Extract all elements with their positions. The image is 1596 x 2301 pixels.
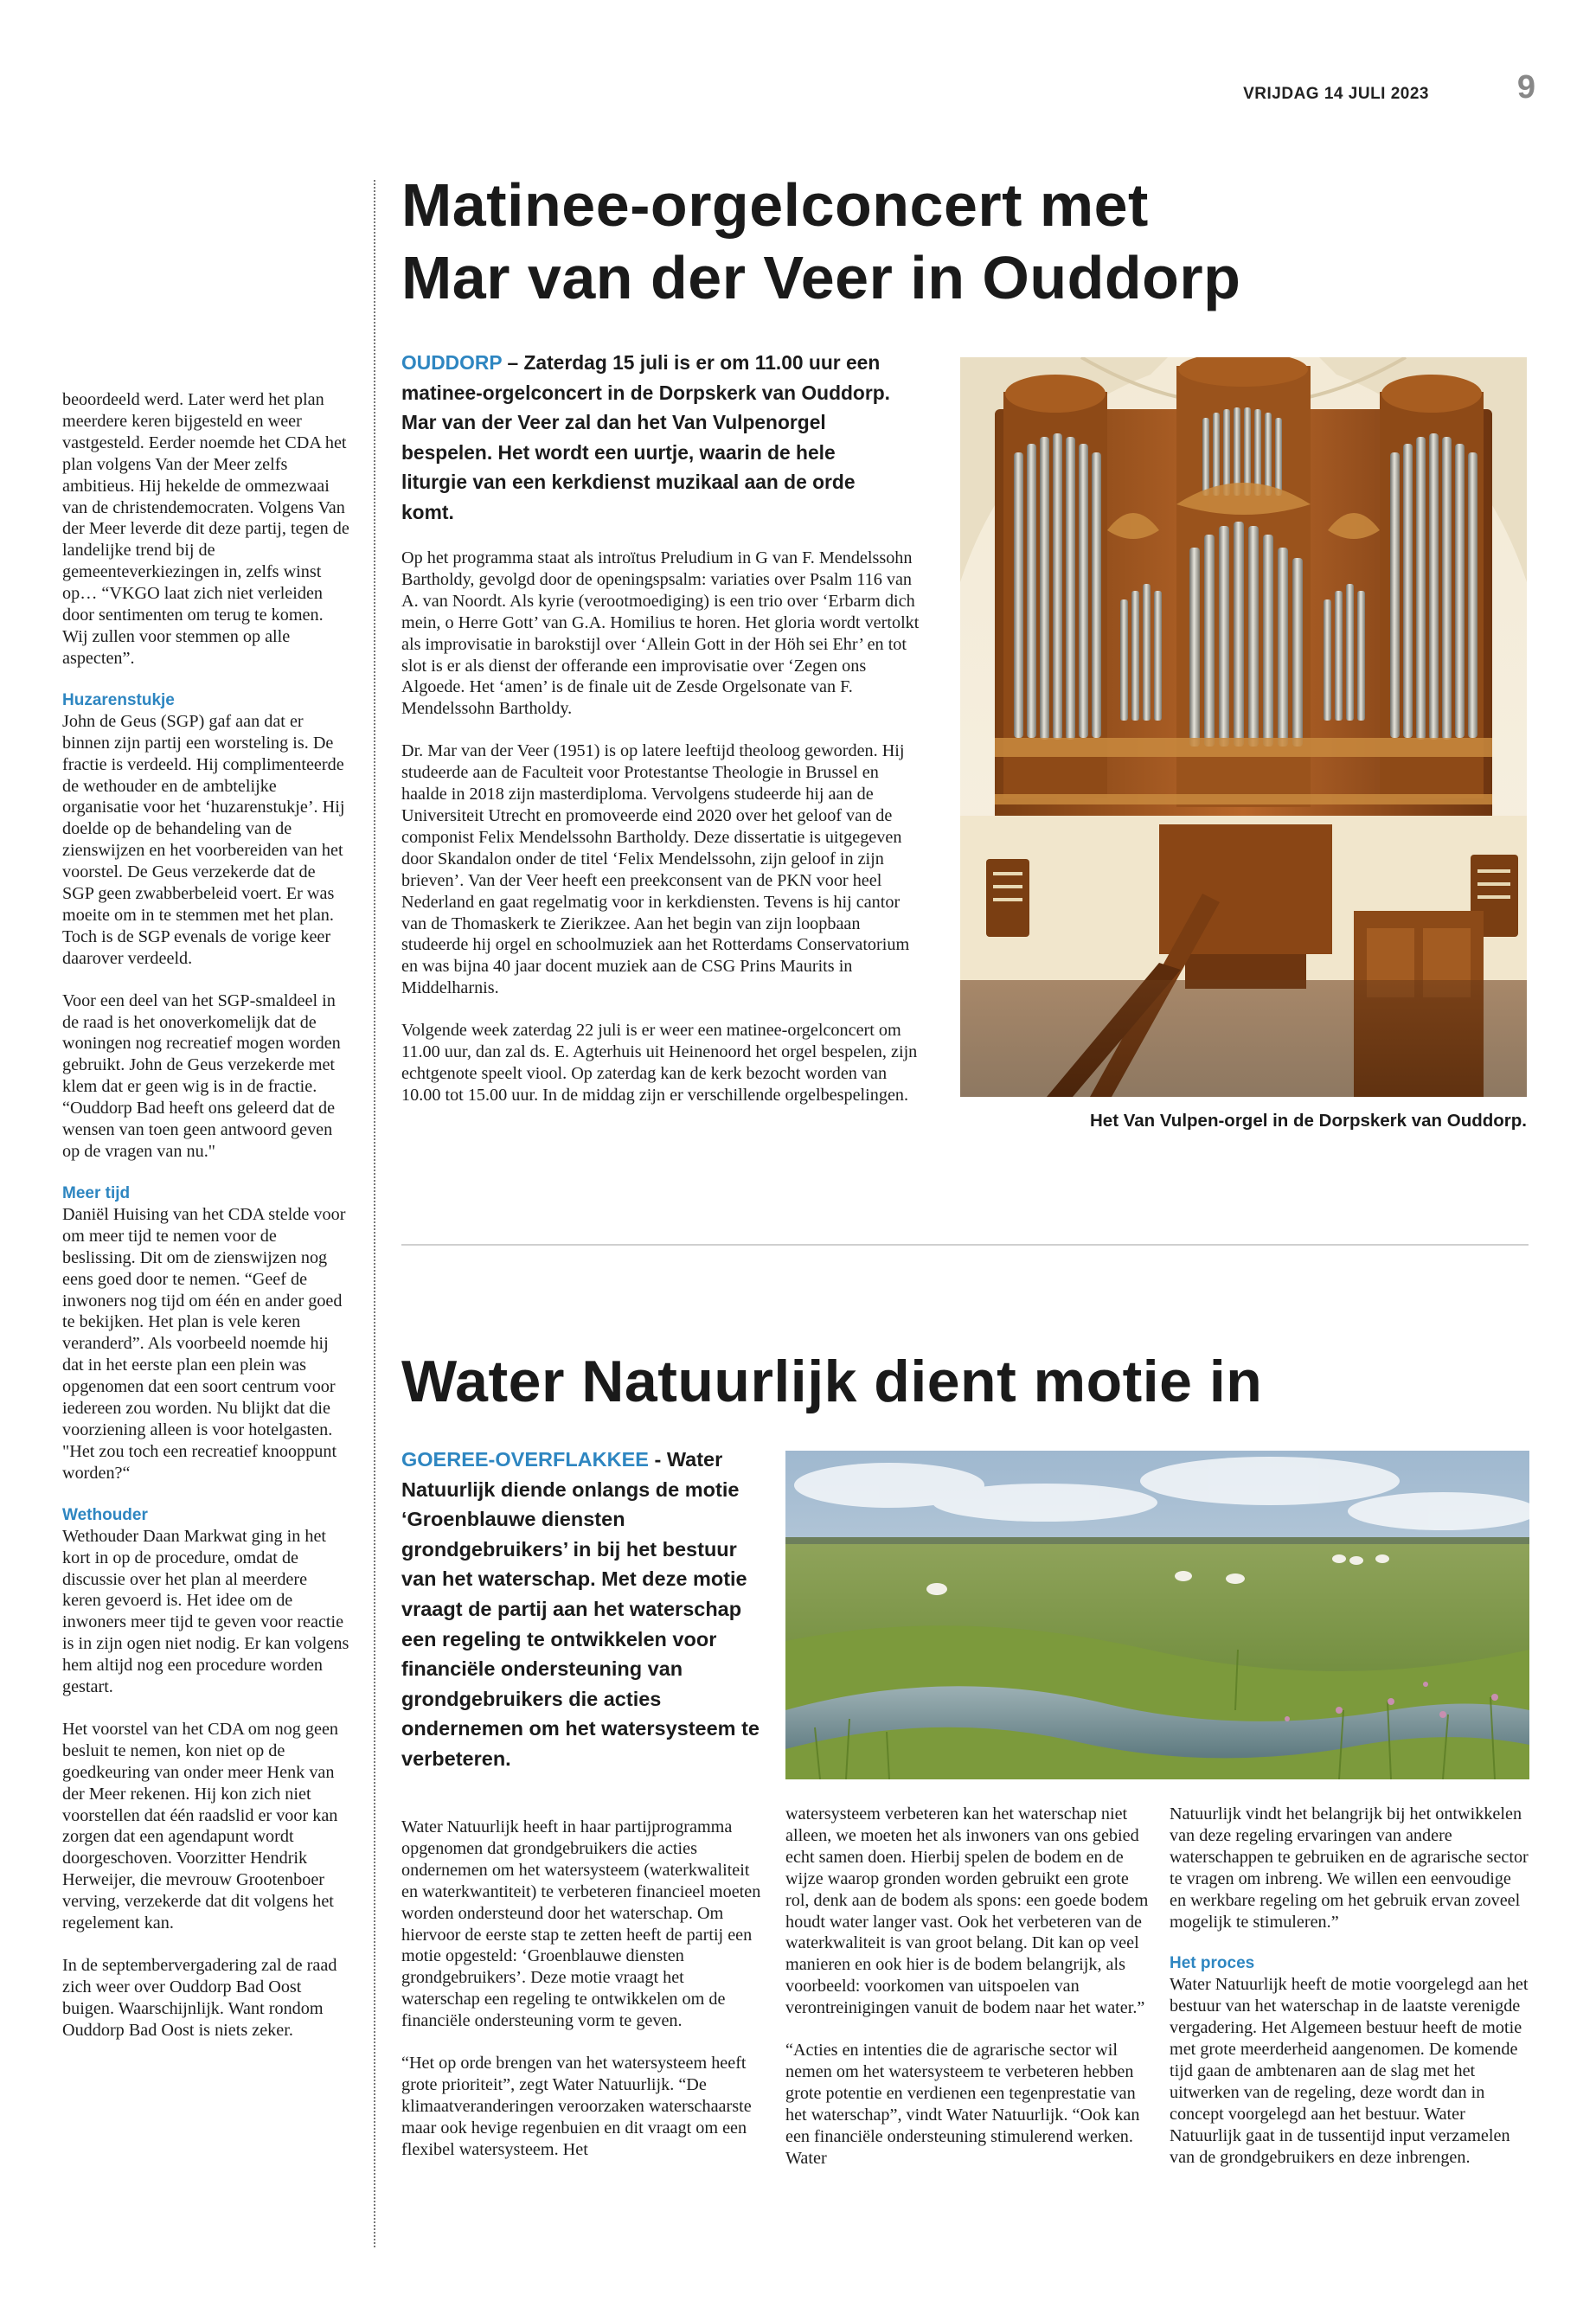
dateline: OUDDORP — [401, 351, 503, 374]
section-divider — [401, 1244, 1529, 1246]
lead-text: – Zaterdag 15 juli is er om 11.00 uur een matinee-orgelconcert in de Dorpskerk van Ouddorp. Mar van der Veer zal dan het Van Vulpenorgel bespelen. Het wordt een uurtje, waarin de hele liturgie van een kerkdienst muzikaal aan de orde komt. — [401, 351, 890, 523]
paragraph: In de septembervergadering zal de raad zich weer over Ouddorp Bad Oost buigen. Waarschijnlijk. Want rondom Ouddorp Bad Oost is niets zeker. — [62, 1956, 337, 2040]
section — [1170, 1953, 1529, 2168]
subheading: Het proces — [1170, 1954, 1255, 1973]
column-divider — [374, 180, 375, 2247]
article1-body — [401, 548, 927, 1127]
paragraph: Voor een deel van het SGP-smaldeel in de raad is het onoverkomelijk dat de woningen nog recreatief mogen worden gebruikt. John de Geus verzekerde met klem dat er geen wig is in de fractie. “Ouddorp Bad heeft ons geleerd dat de wensen van toen geen antwoord geven op de vragen van nu." — [62, 990, 341, 1161]
paragraph: Natuurlijk vindt het belangrijk bij het ontwikkelen van deze regeling ervaringen van andere waterschappen te gebruiken en de agrarische sector te vragen om inbreng. We willen een eenvoudige en werkbare regeling om het gebruik ervan zoveel mogelijk te stimuleren.” — [1170, 1804, 1529, 1932]
photo-caption: Het Van Vulpen-orgel in de Dorpskerk van Ouddorp. — [1090, 1111, 1527, 1131]
article2-column-1 — [401, 1817, 765, 2182]
paragraph: “Acties en intenties die de agrarische sector wil nemen om het watersysteem te verbeteren hebben grote potentie en verdienen een tegenprestatie van het waterschap”, vindt Water Natuurlijk. “Ook kan een financiële ondersteuning stimulerend werken. Water — [785, 2041, 1140, 2168]
article2-column-3 — [1170, 1804, 1529, 2169]
paragraph: watersysteem verbeteren kan het waterschap niet alleen, we moeten het als inwoners van ons gebied echt samen doen. Hierbij spelen de bodem en de wijze waarop gronden worden gebruikt een grote rol, denk aan de bodem als spons: een goede bodem houdt water langer vast. Ook het verbeteren van de waterkwaliteit is van groot belang. Dit kan op veel manieren en ook hier is de bodem belangrijk, als voorbeeld: voorkomen van uitspoelen van verontreinigingen vanuit de bodem naar het water.” — [785, 1804, 1149, 2018]
headline-line: Mar van der Veer in Ouddorp — [401, 244, 1241, 311]
header-date: VRIJDAG 14 JULI 2023 — [1243, 85, 1429, 103]
section — [62, 690, 349, 970]
subheading: Huzarenstukje — [62, 690, 175, 709]
organ-photo — [960, 357, 1527, 1097]
paragraph: Op het programma staat als introïtus Preludium in G van F. Mendelssohn Bartholdy, gevolgd door de openingspsalm: variaties over Psalm 116 van A. van Noordt. Als kyrie (verootmoediging) is een trio over ‘Erbarm dich mein, o Herre Gott’ van G.A. Homilius te horen. Het gloria wordt vertolkt als improvisatie in barokstijl over ‘Allein Gott in der Höh sei Ehr’ en tot slot is er als dienst der offerande een improvisatie over ‘Zegen ons Algoede. Het ‘amen’ is de finale uit de Zesde Orgelsonate van F. Mendelssohn Bartholdy. — [401, 548, 920, 719]
dateline: GOEREE-OVERFLAKKEE — [401, 1448, 649, 1471]
paragraph: beoordeeld werd. Later werd het plan meerdere keren bijgesteld en weer vastgesteld. Eerder noemde het CDA het plan volgens Van der Meer zelfs ambitieus. Hij hekelde de ommezwaai van de christendemocraten. Volgens Van der Meer leverde dit deze partij, tegen de landelijke trend bij de gemeenteverkiezingen in, zelfs winst op… “VKGO laat zich niet verleiden door sentimenten om terug te komen. Wij zullen voor stemmen op alle aspecten”. — [62, 390, 349, 668]
paragraph: Dr. Mar van der Veer (1951) is op latere leeftijd theoloog geworden. Hij studeerde aan de Faculteit voor Protestantse Theologie in Brussel en haalde in 2018 zijn masterdiploma. Vervolgens studeerde hij aan de Universiteit Utrecht en promoveerde eind 2020 over het geloof van de componist Felix Mendelssohn Bartholdy. Deze dissertatie is uitgegeven door Skandalon onder de titel ‘Felix Mendelssohn, zijn geloof in zijn brieven’. Van der Veer heeft een preekconsent van de PKN voor heel Nederland en gaat regelmatig voor in kerkdiensten. Tevens is hij cantor van de Thomaskerk te Zierikzee. Aan het begin van zijn loopbaan studeerde hij orgel en schoolmuziek aan het Rotterdams Conservatorium en was bijna 40 jaar docent muziek aan de CSG Prins Maurits in Middelharnis. — [401, 741, 910, 998]
paragraph: Water Natuurlijk heeft de motie voorgelegd aan het bestuur van het waterschap in de laatste verenigde vergadering. Het Algemeen bestuur heeft de motie met grote meerderheid aangenomen. De komende tijd gaan de ambtenaren aan de slag met het uitwerken van de regeling, deze wordt dan in concept voorgelegd aan het bestuur. Water Natuurlijk gaat in de tussentijd input verzamelen van de grondgebruikers en deze inbrengen. — [1170, 1975, 1529, 2167]
paragraph: Wethouder Daan Markwat ging in het kort in op de procedure, omdat de discussie over het plan al meerdere keren gevoerd is. Het idee om de inwoners meer tijd te geven voor reactie is in zijn ogen niet nodig. Er kan volgens hem altijd nog een procedure worden gestart. — [62, 1526, 349, 1697]
page-number: 9 — [1516, 69, 1535, 106]
paragraph: Het voorstel van het CDA om nog geen besluit te nemen, kon niet op de goedkeuring van onder meer Henk van der Meer rekenen. Hij kon zich niet voorstellen dat één raadslid er voor kan zorgen dat een agendapunt wordt doorgeschoven. Voorzitter Hendrik Herweijer, die mevrouw Grootenboer verving, verzekerde dat dit volgens het regelement kan. — [62, 1719, 339, 1933]
article1-lead — [401, 348, 903, 527]
article2-headline: Water Natuurlijk dient motie in — [401, 1349, 1263, 1414]
paragraph: “Het op orde brengen van het watersysteem heeft grote prioriteit”, zegt Water Natuurlijk. “De klimaatveranderingen veroorzaken waterschaarste maar ook hevige regenbuien en dit vraagt om een flexibel watersysteem. Het — [401, 2054, 752, 2159]
lead-text: - Water Natuurlijk diende onlangs de motie ‘Groenblauwe diensten grondgebruikers’ in bij het bestuur van het waterschap. Met deze motie vraagt de partij aan het waterschap een regeling te ontwikkelen voor financiële ondersteuning van grondgebruikers die acties ondernemen om het watersysteem te verbeteren. — [401, 1448, 760, 1770]
left-column-article — [62, 389, 349, 2062]
article2-lead — [401, 1445, 773, 1774]
section — [62, 1183, 349, 1484]
subheading: Meer tijd — [62, 1183, 131, 1202]
paragraph: Daniël Huising van het CDA stelde voor om meer tijd te nemen voor de beslissing. Dit om de zienswijzen nog eens goed door te nemen. “Geef de inwoners nog tijd om één en ander goed te bekijken. Het plan is vele keren veranderd”. Als voorbeeld noemde hij dat in het eerste plan een plein was opgenomen dat een soort centrum voor iedereen zou worden. Nu blijkt dat die voorziening alleen is voor hotelgasten. "Het zou toch een recreatief knooppunt worden?“ — [62, 1204, 346, 1483]
article2-column-2 — [785, 1804, 1149, 2190]
paragraph: John de Geus (SGP) gaf aan dat er binnen zijn partij een worsteling is. De fractie is verdeeld. Hij complimenteerde de wethouder en de ambtelijke organisatie voor het ‘huzarenstukje’. Hij doelde op de behandeling van de zienswijzen en het voorbereiden van het voorstel. De Geus verzekerde dat de SGP geen zwabberbeleid voert. Er was moeite om in te stemmen met het plan. Toch is de SGP evenals de vorige keer daarover verdeeld. — [62, 711, 345, 968]
polder-landscape-photo — [785, 1451, 1529, 1779]
article1-headline — [401, 169, 1266, 314]
headline-line: Matinee-orgelconcert met — [401, 171, 1149, 239]
subheading: Wethouder — [62, 1505, 148, 1524]
section — [62, 1505, 349, 1698]
paragraph: Volgende week zaterdag 22 juli is er weer een matinee-orgelconcert om 11.00 uur, dan zal ds. E. Agterhuis uit Heinenoord het orgel bespelen, zijn echtgenote speelt viool. Op zaterdag kan de kerk bezocht worden van 10.00 tot 15.00 uur. In de middag zijn er verschillende orgelbespelingen. — [401, 1021, 918, 1105]
paragraph: Water Natuurlijk heeft in haar partijprogramma opgenomen dat grondgebruikers die acties ondernemen om het watersysteem (waterkwaliteit en waterkwantiteit) te verbeteren financieel moeten worden ondersteund door het waterschap. Om hiervoor de eerste stap te zetten heeft de partij een motie opgesteld: ‘Groenblauwe diensten grondgebruikers’. Deze motie vraagt het waterschap een regeling te ontwikkelen om de financiële ondersteuning vorm te geven. — [401, 1817, 761, 2031]
